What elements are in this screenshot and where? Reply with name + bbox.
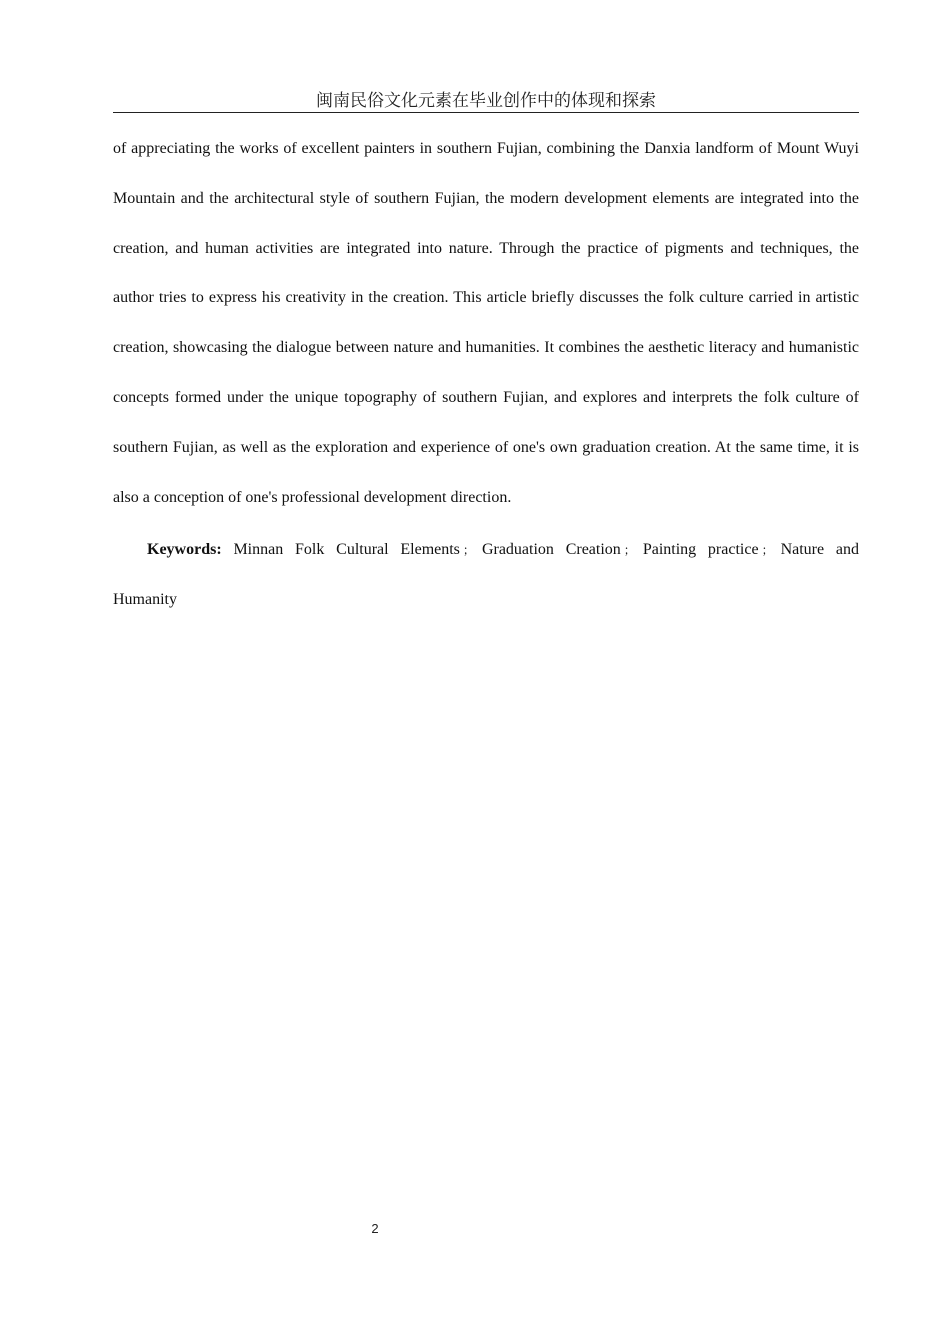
keywords-label: Keywords:	[147, 541, 222, 558]
keyword-separator: ；	[761, 543, 774, 557]
keywords-paragraph	[113, 525, 859, 624]
keyword-item: Graduation Creation	[481, 541, 621, 558]
keyword-separator: ；	[462, 543, 475, 557]
abstract-paragraph: of appreciating the works of excellent painters in southern Fujian, combining the Danxia landform of Mount Wuyi Mountain and the architectural style of southern Fujian, the modern development elements are integrated into the creation, and human activities are integrated into nature. Through the practice of pigments and techniques, the author tries to express his creativity in the creation. This article briefly discusses the folk culture carried in artistic creation, showcasing the dialogue between nature and humanities. It combines the aesthetic literacy and humanistic concepts formed under the unique topography of southern Fujian, and explores and interprets the folk culture of southern Fujian, as well as the exploration and experience of one's own graduation creation. At the same time, it is also a conception of one's professional development direction.	[113, 140, 859, 506]
keyword-item: Nature and Humanity	[113, 541, 859, 608]
keyword-separator: ；	[623, 543, 636, 557]
keyword-item: Minnan Folk Cultural Elements	[233, 541, 460, 558]
keyword-item: Painting practice	[642, 541, 759, 558]
page-number: 2	[371, 1221, 379, 1236]
running-header: 闽南民俗文化元素在毕业创作中的体现和探索	[113, 88, 859, 113]
